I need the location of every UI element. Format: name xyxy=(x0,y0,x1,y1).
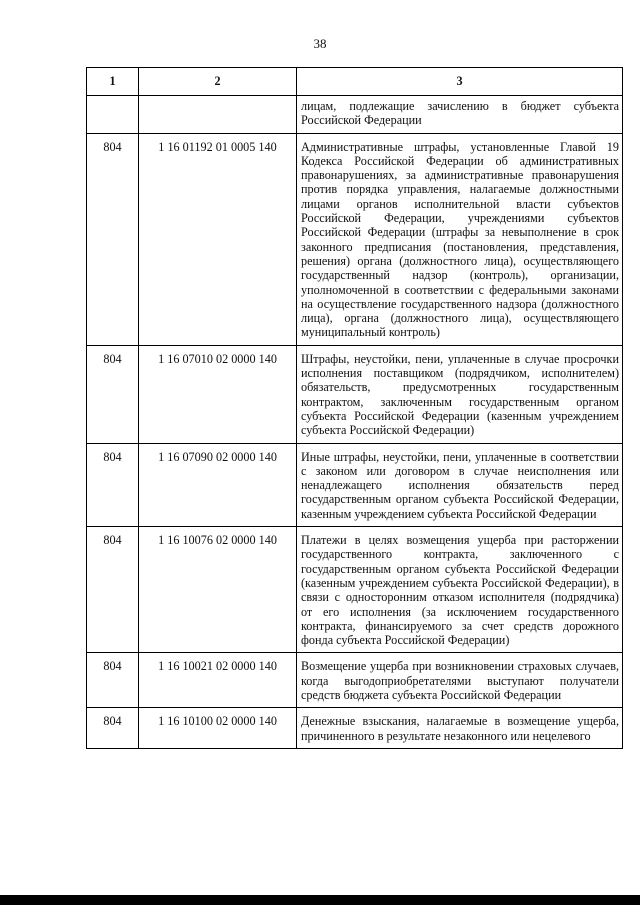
column-header-2: 2 xyxy=(139,68,297,96)
revenue-description-cell: Возмещение ущерба при возникновении страховых случаев, когда выгодоприобретателями выступают получатели средств бюджета субъекта Российской Федерации xyxy=(297,653,623,708)
admin-code-cell: 804 xyxy=(87,345,139,443)
admin-code-cell xyxy=(87,96,139,134)
table-row xyxy=(87,708,623,749)
revenue-code-cell: 1 16 07010 02 0000 140 xyxy=(139,345,297,443)
revenue-code-cell: 1 16 10021 02 0000 140 xyxy=(139,653,297,708)
admin-code-cell: 804 xyxy=(87,133,139,345)
table-row xyxy=(87,653,623,708)
table-row xyxy=(87,345,623,443)
revenue-code-cell: 1 16 07090 02 0000 140 xyxy=(139,443,297,526)
revenue-description-cell: Платежи в целях возмещения ущерба при расторжении государственного контракта, заключенного с государственным органом субъекта Российской Федерации (казенным учреждением субъекта Российской Федерации), в связи с односторонним отказом исполнителя (подрядчика) от его исполнения (за исключением государственного контракта, финансируемого за счет средств дорожного фонда субъекта Российской Федерации) xyxy=(297,527,623,653)
revenue-code-cell: 1 16 01192 01 0005 140 xyxy=(139,133,297,345)
scan-bottom-edge xyxy=(0,895,640,905)
table-row xyxy=(87,96,623,134)
revenue-description-cell: Административные штрафы, установленные Главой 19 Кодекса Российской Федерации об административных правонарушениях, за административные правонарушения против порядка управления, налагаемые должностными лицами органов исполнительной власти субъектов Российской Федерации, учреждениями субъектов Российской Федерации (штрафы за невыполнение в срок законного предписания (постановления, представления, решения) органа (должностного лица), осуществляющего государственный надзор (контроль), организации, уполномоченной в соответствии с федеральными законами на осуществление государственного надзора (должностного лица), органа (должностного лица), осуществляющего муниципальный контроль) xyxy=(297,133,623,345)
column-header-3: 3 xyxy=(297,68,623,96)
table-row xyxy=(87,133,623,345)
admin-code-cell: 804 xyxy=(87,443,139,526)
revenue-description-cell: Штрафы, неустойки, пени, уплаченные в случае просрочки исполнения поставщиком (подрядчиком, исполнителем) обязательств, предусмотренных государственным контрактом, заключенным государственным органом субъекта Российской Федерации (казенным учреждением субъекта Российской Федерации) xyxy=(297,345,623,443)
page-number: 38 xyxy=(313,36,327,51)
revenue-description-cell: Денежные взыскания, налагаемые в возмещение ущерба, причиненного в результате незаконного или нецелевого xyxy=(297,708,623,749)
revenue-code-cell: 1 16 10100 02 0000 140 xyxy=(139,708,297,749)
admin-code-cell: 804 xyxy=(87,653,139,708)
table-header-row xyxy=(87,68,623,96)
revenue-code-cell xyxy=(139,96,297,134)
revenue-description-cell: лицам, подлежащие зачислению в бюджет субъекта Российской Федерации xyxy=(297,96,623,134)
revenue-code-cell: 1 16 10076 02 0000 140 xyxy=(139,527,297,653)
admin-code-cell: 804 xyxy=(87,708,139,749)
column-header-1: 1 xyxy=(87,68,139,96)
table-row xyxy=(87,527,623,653)
table-row xyxy=(87,443,623,526)
revenue-description-cell: Иные штрафы, неустойки, пени, уплаченные в соответствии с законом или договором в случае неисполнения или ненадлежащего исполнения обязательств перед государственным органом субъекта Российской Федерации, казенным учреждением субъекта Российской Федерации xyxy=(297,443,623,526)
revenue-classification-table xyxy=(86,67,623,749)
admin-code-cell: 804 xyxy=(87,527,139,653)
